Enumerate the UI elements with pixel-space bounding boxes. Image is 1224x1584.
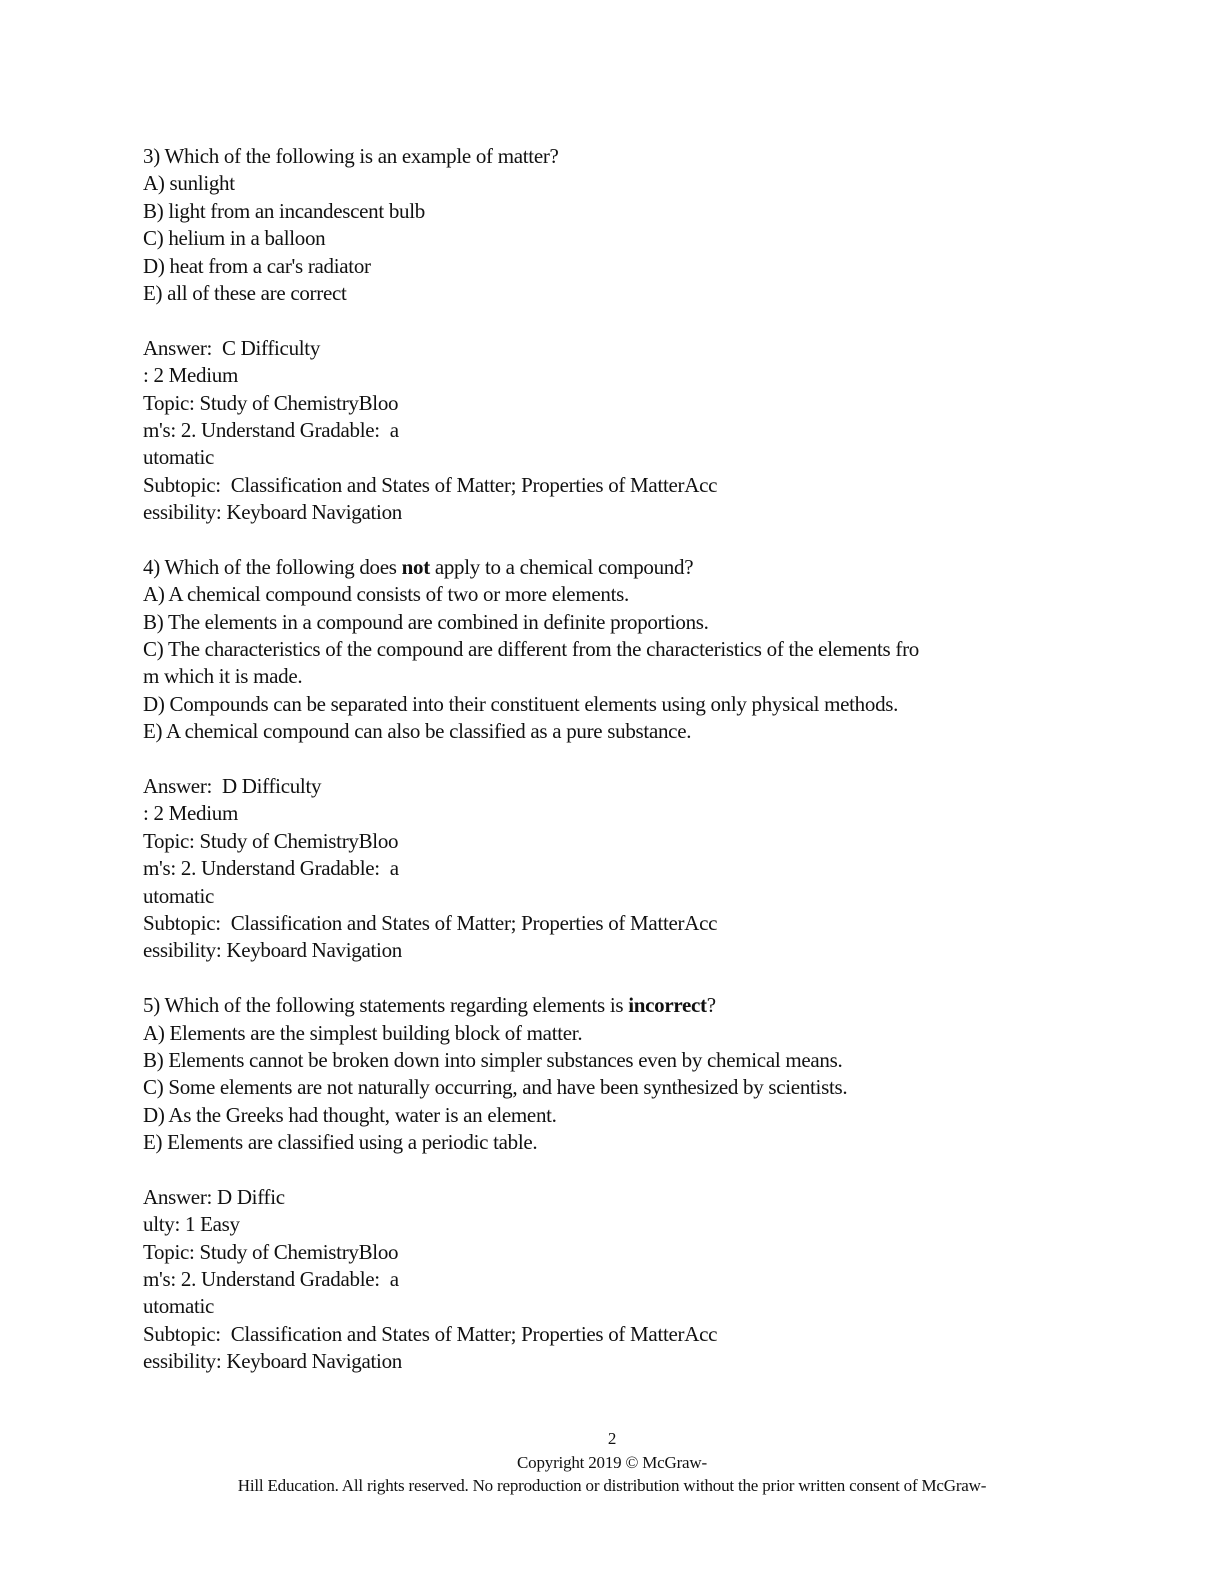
answer-meta-line: Subtopic: Classification and States of Matter; Properties of MatterAcc [143,1321,718,1346]
answer-option: E) Elements are classified using a periodic table. [143,1130,538,1155]
answer-meta-line: essibility: Keyboard Navigation [143,1349,402,1374]
answer-option: D) heat from a car's radiator [143,253,371,278]
question-text: 3) Which of the following is an example of matter? [143,144,559,168]
answer-option: B) light from an incandescent bulb [143,198,425,223]
copyright-line: Hill Education. All rights reserved. No reproduction or distribution without the prior written consent of McGraw- [237,1476,987,1495]
answer-option: A) sunlight [143,171,235,196]
answer-option: B) The elements in a compound are combined in definite proportions. [143,609,709,634]
emphasis-text: incorrect [628,993,707,1018]
answer-option: C) Some elements are not naturally occurring, and have been synthesized by scientists. [143,1075,848,1100]
answer-meta-line: Answer: D Difficulty [143,773,322,798]
answer-meta-line: utomatic [143,1294,215,1319]
answer-meta-line: essibility: Keyboard Navigation [143,938,402,963]
answer-meta-line: Topic: Study of ChemistryBloo [143,390,399,415]
answer-option: D) Compounds can be separated into their constituent elements using only physical methods. [143,691,899,716]
answer-meta-line: m's: 2. Understand Gradable: a [143,856,399,881]
page-content [143,143,1043,1376]
answer-option: E) all of these are correct [143,280,347,305]
answer-option: E) A chemical compound can also be classified as a pure substance. [143,719,692,744]
answer-meta-line: Answer: D Diffic [143,1184,285,1209]
answer-meta-line: Answer: C Difficulty [143,335,321,360]
answer-meta-line: : 2 Medium [143,363,238,388]
answer-meta-line: Topic: Study of ChemistryBloo [143,1239,399,1264]
answer-option: D) As the Greeks had thought, water is an element. [143,1102,557,1127]
answer-option: A) Elements are the simplest building block of matter. [143,1020,583,1045]
question-text: 4) Which of the following does not apply to a chemical compound? [143,554,694,579]
answer-meta-line: essibility: Keyboard Navigation [143,500,402,525]
answer-meta-line: utomatic [143,445,215,470]
answer-option: A) A chemical compound consists of two or more elements. [143,582,629,607]
answer-meta-line: Topic: Study of ChemistryBloo [143,828,399,853]
answer-option: C) The characteristics of the compound are different from the characteristics of the elements fro [143,637,919,662]
answer-option: B) Elements cannot be broken down into simpler substances even by chemical means. [143,1047,843,1072]
answer-meta-line: m's: 2. Understand Gradable: a [143,417,399,442]
answer-meta-line: : 2 Medium [143,801,238,826]
question-block [143,143,1043,526]
question-block [143,992,1043,1375]
answer-option-continued: m which it is made. [143,664,303,689]
answer-meta-line: Subtopic: Classification and States of Matter; Properties of MatterAcc [143,910,718,935]
question-text: 5) Which of the following statements regarding elements is incorrect? [143,993,716,1018]
answer-meta-line: ulty: 1 Easy [143,1212,240,1237]
answer-option: C) helium in a balloon [143,226,326,251]
answer-meta-line: utomatic [143,883,215,908]
page-number: 2 [607,1429,617,1448]
answer-meta-line: m's: 2. Understand Gradable: a [143,1267,399,1292]
emphasis-text: not [401,554,430,579]
answer-meta-line: Subtopic: Classification and States of Matter; Properties of MatterAcc [143,472,718,497]
question-block [143,554,1043,965]
copyright-line: Copyright 2019 © McGraw- [517,1453,707,1472]
